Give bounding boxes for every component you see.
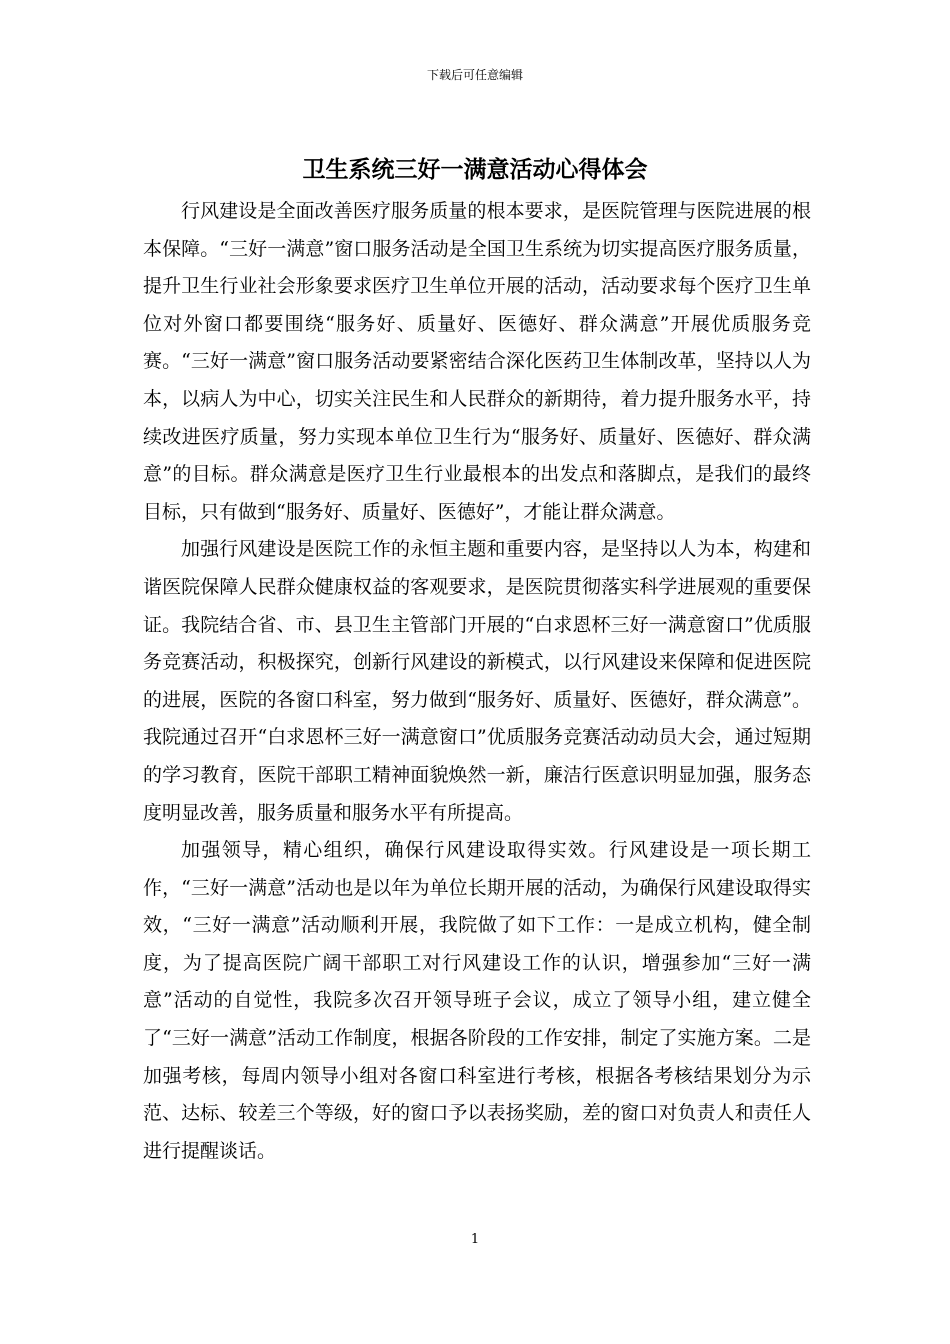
page-header: 下载后可任意编辑 (426, 68, 523, 82)
document-title: 卫生系统三好一满意活动心得体会 (302, 157, 648, 183)
document-body (143, 193, 811, 1170)
paragraph: 行风建设是全面改善医疗服务质量的根本要求，是医院管理与医院进展的根本保障。“三好一满意”窗口服务活动是全国卫生系统为切实提高医疗服务质量，提升卫生行业社会形象要求医疗卫生单位开展的活动，活动要求每个医疗卫生单位对外窗口都要围绕“服务好、质量好、医德好、群众满意”开展优质服务竞赛。“三好一满意”窗口服务活动要紧密结合深化医药卫生体制改革，坚持以人为本，以病人为中心，切实关注民生和人民群众的新期待，着力提升服务水平，持续改进医疗质量，努力实现本单位卫生行为“服务好、质量好、医德好、群众满意”的目标。群众满意是医疗卫生行业最根本的出发点和落脚点，是我们的最终目标，只有做到“服务好、质量好、医德好”，才能让群众满意。 (143, 200, 811, 523)
page-number: 1 (470, 1232, 480, 1247)
paragraph: 加强领导，精心组织，确保行风建设取得实效。行风建设是一项长期工作，“三好一满意”活动也是以年为单位长期开展的活动，为确保行风建设取得实效，“三好一满意”活动顺利开展，我院做了如下工作：一是成立机构，健全制度，为了提高医院广阔干部职工对行风建设工作的认识，增强参加“三好一满意”活动的自觉性，我院多次召开领导班子会议，成立了领导小组，建立健全了“三好一满意”活动工作制度，根据各阶段的工作安排，制定了实施方案。二是加强考核，每周内领导小组对各窗口科室进行考核，根据各考核结果划分为示范、达标、较差三个等级，好的窗口予以表扬奖励，差的窗口对负责人和责任人进行提醒谈话。 (143, 839, 811, 1162)
paragraph: 加强行风建设是医院工作的永恒主题和重要内容，是坚持以人为本，构建和谐医院保障人民群众健康权益的客观要求，是医院贯彻落实科学进展观的重要保证。我院结合省、市、县卫生主管部门开展的“白求恩杯三好一满意窗口”优质服务竞赛活动，积极探究，创新行风建设的新模式，以行风建设来保障和促进医院的进展，医院的各窗口科室，努力做到“服务好、质量好、医德好，群众满意”。我院通过召开“白求恩杯三好一满意窗口”优质服务竞赛活动动员大会，通过短期的学习教育，医院干部职工精神面貌焕然一新，廉洁行医意识明显加强，服务态度明显改善，服务质量和服务水平有所提高。 (143, 538, 811, 824)
